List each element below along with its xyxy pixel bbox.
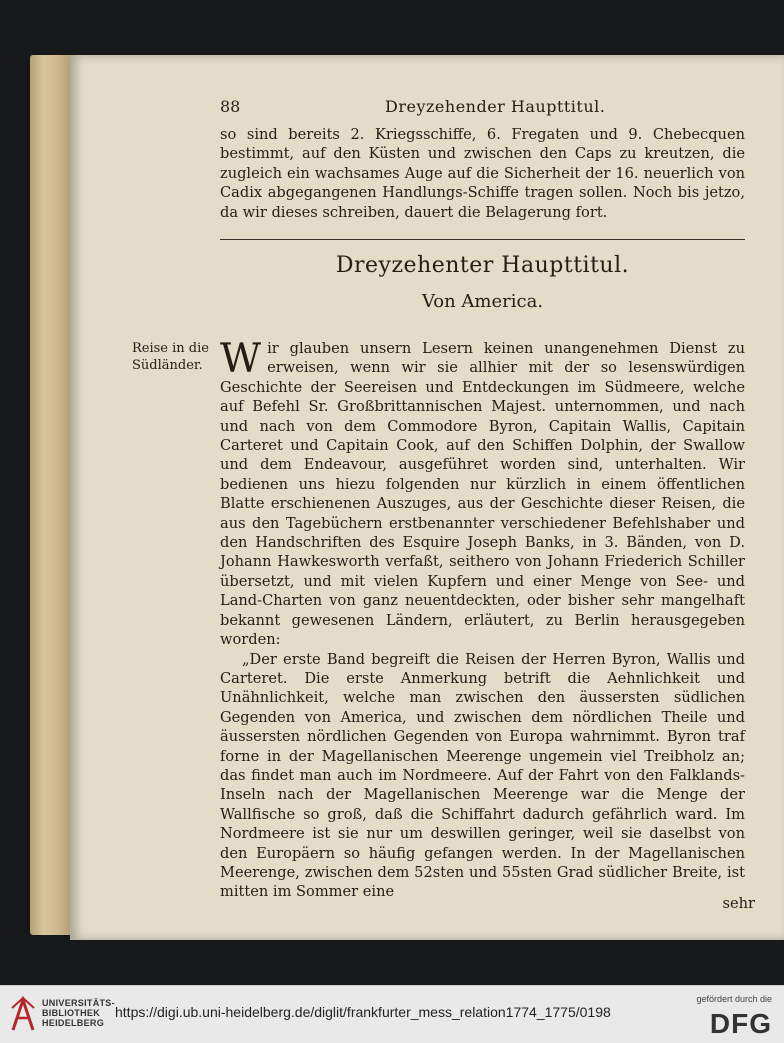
margin-note: Reise in die Südländer.: [132, 341, 209, 373]
university-library-logo-icon: [10, 996, 36, 1032]
main-text: [220, 336, 745, 902]
library-name-line: HEIDELBERG: [42, 1018, 105, 1028]
running-head-title: Dreyzehender Haupttitul.: [385, 97, 606, 116]
book-page: [70, 55, 784, 940]
funded-by-label: gefördert durch die: [696, 994, 772, 1004]
second-paragraph: „Der erste Band begreift die Reisen der Herren Byron, Wallis und Carteret. Die erste Anmerkung betrift die Aehnlichkeit und Unähnlichkeit, welche man zwischen den äussersten südlichen Gegenden von America, und zwischen dem nördlichen Theile und äussersten nördlichen Gegenden von Europa wahrnimmt. Byron traf forne in der Magellanischen Meerenge ungemein viel Treibholz an; das findet man auch im Nordmeere. Auf der Fahrt von den Falklands-Inseln nach der Magellanischen Meerenge war die Menge der Wallfische so groß, daß die Schiffahrt dadurch gefährlich ward. Im Nordmeere ist sie nur um deswillen geringer, weil sie daselbst von den Europäern so häufig gefangen werden. In der Magellanischen Meerenge, zwischen dem 52sten und 55sten Grad südlicher Breite, ist mitten im Sommer eine: [220, 650, 745, 901]
chapter-subtitle: Von America.: [421, 291, 544, 312]
library-name-line: UNIVERSITÄTS-: [42, 998, 115, 1008]
chapter-title: Dreyzehenter Haupttitul.: [335, 253, 630, 278]
section-divider: [220, 239, 745, 240]
permalink-url[interactable]: https://digi.ub.uni-heidelberg.de/diglit/frankfurter_mess_relation1774_1775/0198: [115, 1004, 611, 1020]
running-head: [220, 95, 750, 121]
top-paragraph: so sind bereits 2. Kriegsschiffe, 6. Fregaten und 9. Chebecquen bestimmt, auf den Küsten und zwischen den Caps zu kreutzen, die zugleich ein wachsames Auge auf die Sicherheit der 16. neuerlich von Cadix abgegangenen Handlungs-Schiffe tragen sollen. Noch bis jetzo, da wir dieses schreiben, dauert die Belagerung fort.: [220, 126, 745, 221]
drop-initial: W: [220, 336, 262, 382]
viewer-footer: [0, 985, 784, 1043]
library-name: [42, 998, 115, 1028]
library-name-line: BIBLIOTHEK: [42, 1008, 100, 1018]
catchword: sehr: [722, 895, 755, 912]
page-number: 88: [220, 97, 241, 116]
main-paragraph: ir glauben unsern Lesern keinen unangenehmen Dienst zu erweisen, wenn wir sie allhier mit der so lesenswürdigen Geschichte der Seereisen und Entdeckungen im Südmeere, welche auf Befehl Sr. Großbrittannischen Majest. unternommen, und nach und nach von dem Commodore Byron, Capitain Wallis, Capitain Carteret und Capitain Cook, auf den Schiffen Dolphin, der Swallow und dem Endeavour, ausgeführet worden sind, unterhalten. Wir bedienen uns hiezu folgenden nur kürzlich in einem öffentlichen Blatte erschienenen Auszuges, aus der Geschichte dieser Reisen, die aus den Tagebüchern erstbenannter verschiedener Befehlshaber und den Handschriften des Esquire Joseph Banks, in 3. Bänden, von D. Johann Hawkesworth verfaßt, seithero von Johann Friederich Schiller übersetzt, und mit vielen Kupfern und einer Menge von See- und Land-Charten von ganz neuentdeckten, oder bisher sehr mangelhaft bekannt gewesenen Ländern, erläutert, zu Berlin herausgegeben worden:: [220, 340, 745, 649]
dfg-logo: DFG: [709, 1008, 772, 1039]
